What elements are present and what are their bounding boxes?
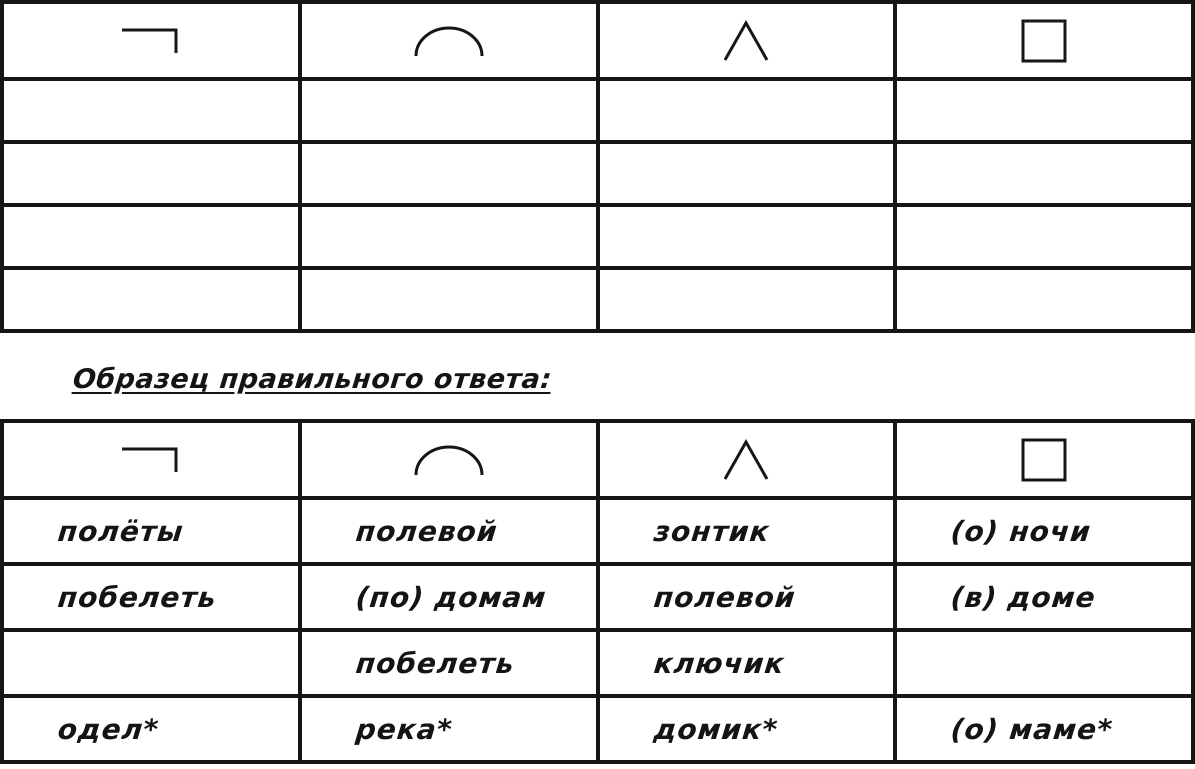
table-cell bbox=[2, 205, 300, 268]
table-cell bbox=[895, 268, 1193, 331]
table-cell bbox=[300, 498, 598, 564]
table-cell bbox=[598, 268, 896, 331]
table-row bbox=[2, 630, 1193, 696]
answer-word: полёты bbox=[56, 514, 186, 548]
header-cell-root bbox=[2, 421, 300, 498]
table-cell bbox=[2, 268, 300, 331]
header-cell-suffix bbox=[300, 421, 598, 498]
table-cell bbox=[598, 564, 896, 630]
answer-word: (о) ночи bbox=[949, 514, 1093, 548]
table-cell bbox=[2, 142, 300, 205]
table-cell bbox=[895, 142, 1193, 205]
table-cell bbox=[598, 630, 896, 696]
table-cell bbox=[895, 79, 1193, 142]
answer-word: (в) доме bbox=[949, 580, 1098, 614]
suffix-symbol-icon bbox=[413, 443, 485, 477]
table-cell bbox=[2, 498, 300, 564]
table-row bbox=[2, 268, 1193, 331]
answer-word: зонтик bbox=[651, 514, 771, 548]
answer-morpheme-table bbox=[0, 419, 1195, 764]
answer-word: (о) маме* bbox=[949, 712, 1115, 746]
answer-word: (по) домам bbox=[354, 580, 548, 614]
table-cell bbox=[895, 498, 1193, 564]
symbol-header-row bbox=[2, 421, 1193, 498]
table-cell bbox=[2, 630, 300, 696]
table-cell bbox=[598, 79, 896, 142]
table-cell bbox=[895, 696, 1193, 762]
table-row bbox=[2, 142, 1193, 205]
table-cell bbox=[895, 564, 1193, 630]
root-symbol-icon bbox=[121, 26, 181, 56]
table-cell bbox=[300, 564, 598, 630]
answer-word: ключик bbox=[651, 646, 786, 680]
table-row bbox=[2, 564, 1193, 630]
sample-answer-caption: Образец правильного ответа: bbox=[71, 364, 554, 395]
header-cell-root bbox=[2, 2, 300, 79]
table-row bbox=[2, 498, 1193, 564]
table-cell bbox=[300, 142, 598, 205]
ending-symbol-icon bbox=[1020, 18, 1068, 64]
header-cell-suffix bbox=[300, 2, 598, 79]
prefix-symbol-icon bbox=[722, 20, 770, 62]
table-cell bbox=[300, 205, 598, 268]
table-cell bbox=[895, 205, 1193, 268]
table-cell bbox=[598, 205, 896, 268]
table-cell bbox=[2, 79, 300, 142]
table-cell bbox=[300, 79, 598, 142]
root-symbol-icon bbox=[121, 445, 181, 475]
answer-word: река* bbox=[354, 712, 455, 746]
header-cell-prefix bbox=[598, 421, 896, 498]
header-cell-ending bbox=[895, 421, 1193, 498]
table-row bbox=[2, 79, 1193, 142]
blank-morpheme-table bbox=[0, 0, 1195, 333]
table-row bbox=[2, 696, 1193, 762]
table-cell bbox=[2, 696, 300, 762]
table-cell bbox=[598, 142, 896, 205]
answer-word: побелеть bbox=[354, 646, 517, 680]
header-cell-prefix bbox=[598, 2, 896, 79]
prefix-symbol-icon bbox=[722, 439, 770, 481]
answer-word: домик* bbox=[651, 712, 780, 746]
table-cell bbox=[2, 564, 300, 630]
table-cell bbox=[598, 498, 896, 564]
answer-word: одел* bbox=[56, 712, 161, 746]
table-cell bbox=[300, 268, 598, 331]
answer-word: полевой bbox=[354, 514, 500, 548]
table-row bbox=[2, 205, 1193, 268]
answer-word: побелеть bbox=[56, 580, 219, 614]
suffix-symbol-icon bbox=[413, 24, 485, 58]
table-cell bbox=[300, 630, 598, 696]
table-cell bbox=[300, 696, 598, 762]
ending-symbol-icon bbox=[1020, 437, 1068, 483]
header-cell-ending bbox=[895, 2, 1193, 79]
answer-word: полевой bbox=[651, 580, 797, 614]
table-cell bbox=[895, 630, 1193, 696]
symbol-header-row bbox=[2, 2, 1193, 79]
table-cell bbox=[598, 696, 896, 762]
